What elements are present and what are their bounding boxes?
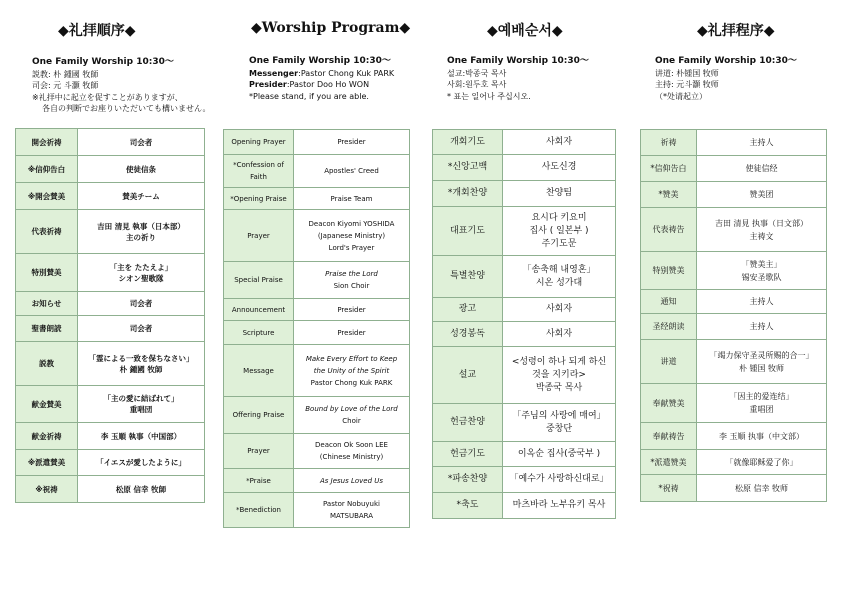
program-item-detail: [503, 322, 616, 347]
program-row: [224, 155, 410, 188]
detail-line: 司会者: [129, 299, 153, 308]
program-item-detail: [78, 450, 205, 476]
program-item-detail: [294, 493, 410, 528]
program-row: [16, 316, 205, 342]
detail-line: 使徒信条: [126, 164, 156, 174]
program-item-label: ※祝祷: [16, 476, 78, 503]
detail-line: 사회자: [545, 328, 573, 339]
program-item-detail: [294, 210, 410, 262]
program-item-label: *信仰告白: [641, 156, 697, 182]
title-japanese: ◆礼拝順序◆: [58, 23, 136, 39]
detail-line: 박종국 목사: [535, 382, 583, 393]
program-item-detail: [697, 130, 827, 156]
detail-line: 「主を たたえよ」: [109, 262, 173, 272]
program-item-label: Scripture: [224, 321, 294, 345]
program-item-label: *파송찬양: [433, 467, 503, 493]
program-row: [224, 397, 410, 434]
program-item-label: Prayer: [224, 210, 294, 262]
detail-line: 吉田 清見 執事（日本部）: [97, 221, 185, 231]
program-item-detail: [78, 183, 205, 210]
program-item-detail: [503, 442, 616, 467]
detail-line: 「赞美主」: [741, 259, 782, 269]
program-row: [433, 347, 616, 404]
program-item-label: *Confession of Faith: [224, 155, 294, 188]
detail-line: 「霊による一致を保ちなさい」: [88, 353, 194, 363]
program-row: [224, 130, 410, 155]
program-item-detail: [294, 262, 410, 299]
detail-line: 요시다 키요미: [531, 212, 587, 223]
program-item-label: 개회기도: [433, 130, 503, 155]
program-item-detail: [697, 423, 827, 450]
preacher-line: 説教: 朴 鍾國 牧師: [32, 69, 99, 79]
program-row: [641, 340, 827, 384]
program-row: [641, 156, 827, 182]
program-item-label: 圣经朗读: [641, 314, 697, 340]
program-row: [224, 299, 410, 321]
detail-line: 주기도문: [541, 238, 577, 249]
detail-line: 主祷文: [749, 231, 774, 241]
program-row: [641, 252, 827, 290]
program-item-label: *Benediction: [224, 493, 294, 528]
program-item-label: 開会祈祷: [16, 129, 78, 156]
detail-line: Make Every Effort to Keep: [305, 354, 398, 363]
program-row: [433, 130, 616, 155]
program-item-detail: [697, 156, 827, 182]
program-item-detail: [78, 156, 205, 183]
detail-line: 賛美チーム: [122, 191, 160, 201]
program-item-label: 奉献赞美: [641, 384, 697, 423]
detail-line: <성령이 하나 되게 하신: [511, 356, 607, 367]
detail-line: 이옥순 집사(중국부 ): [517, 448, 601, 459]
program-item-label: 광고: [433, 298, 503, 322]
program-row: [224, 321, 410, 345]
detail-line: Apostles' Creed: [324, 167, 379, 175]
detail-line: 「주님의 사랑에 매여」: [512, 410, 606, 421]
program-item-detail: [294, 397, 410, 434]
preacher-line: 설교:박종국 목사: [447, 68, 507, 78]
program-item-label: Message: [224, 345, 294, 397]
detail-line: Lord's Prayer: [328, 243, 375, 252]
program-item-detail: [78, 292, 205, 316]
program-item-label: 代表祈祷: [16, 210, 78, 254]
program-row: [641, 314, 827, 340]
detail-line: 「송축해 내영혼」: [522, 264, 596, 275]
program-table-english: [223, 129, 410, 528]
program-item-label: 대표기도: [433, 207, 503, 256]
detail-line: Sion Choir: [333, 282, 370, 290]
program-item-detail: [697, 450, 827, 475]
detail-line: Choir: [342, 417, 361, 425]
program-row: [433, 256, 616, 298]
detail-line: Presider: [337, 305, 366, 314]
program-item-label: 聖書朗読: [16, 316, 78, 342]
program-row: [641, 384, 827, 423]
program-item-label: *祝祷: [641, 475, 697, 502]
program-item-label: *派遣赞美: [641, 450, 697, 475]
program-row: [433, 467, 616, 493]
header-japanese: [32, 57, 210, 115]
program-row: [16, 476, 205, 503]
program-row: [641, 208, 827, 252]
program-row: [433, 207, 616, 256]
program-item-label: ※開会賛美: [16, 183, 78, 210]
program-item-detail: [294, 130, 410, 155]
program-row: [224, 262, 410, 299]
program-item-detail: [697, 182, 827, 208]
program-row: [16, 423, 205, 450]
program-item-label: 헌금찬양: [433, 404, 503, 442]
program-item-detail: [503, 207, 616, 256]
program-item-detail: [503, 347, 616, 404]
program-item-detail: [294, 155, 410, 188]
program-table-chinese: [640, 129, 827, 502]
presider-line: Presider:Pastor Doo Ho WON: [249, 80, 370, 89]
program-item-detail: [697, 384, 827, 423]
detail-line: 「竭力保守圣灵所赐的合一」: [709, 350, 814, 360]
program-row: [224, 469, 410, 493]
program-item-label: 特別賛美: [16, 254, 78, 292]
program-row: [16, 342, 205, 386]
program-item-label: Special Praise: [224, 262, 294, 299]
program-item-detail: [503, 155, 616, 181]
program-item-detail: [78, 210, 205, 254]
detail-line: 집사 ( 일본부 ): [529, 225, 589, 236]
detail-line: 「因主的爱连结」: [729, 392, 794, 401]
program-item-label: *赞美: [641, 182, 697, 208]
program-row: [16, 450, 205, 476]
program-row: [433, 181, 616, 207]
detail-line: 主持人: [749, 322, 774, 331]
program-row: [641, 130, 827, 156]
program-item-label: 献金賛美: [16, 386, 78, 423]
program-item-detail: [503, 404, 616, 442]
detail-line: 使徒信经: [745, 164, 778, 173]
presider-line: 사회:원두호 목사: [447, 80, 507, 89]
program-row: [224, 434, 410, 469]
program-item-detail: [503, 298, 616, 322]
program-item-label: Announcement: [224, 299, 294, 321]
detail-line: 司会者: [129, 324, 153, 333]
program-row: [641, 290, 827, 314]
program-row: [16, 210, 205, 254]
detail-line: 吉田 清見 执事（日文部）: [714, 218, 809, 228]
presider-line: 司会: 元 斗灝 牧師: [32, 81, 99, 90]
program-item-detail: [503, 130, 616, 155]
program-item-detail: [294, 469, 410, 493]
program-item-label: *축도: [433, 493, 503, 519]
program-row: [224, 493, 410, 528]
program-item-detail: [78, 254, 205, 292]
preacher-line: 讲道: 朴锺国 牧师: [655, 68, 719, 78]
program-item-detail: [294, 188, 410, 210]
detail-line: 李 玉順 执事（中文部）: [718, 431, 805, 441]
program-item-detail: [78, 316, 205, 342]
program-item-label: 代表祷告: [641, 208, 697, 252]
program-item-label: 通知: [641, 290, 697, 314]
program-row: [641, 450, 827, 475]
detail-line: Presider: [337, 138, 366, 146]
detail-line: 사회자: [545, 304, 573, 314]
detail-line: (Chinese Ministry): [319, 453, 384, 461]
detail-line: 「예수가 사랑하신대로」: [509, 474, 609, 484]
program-table-japanese: [15, 128, 205, 503]
standing-note-2: 各自の判断でお座りいただいても構いません。: [42, 104, 211, 113]
program-item-detail: [78, 129, 205, 156]
program-item-detail: [503, 181, 616, 207]
program-item-label: 특별찬양: [433, 256, 503, 298]
detail-line: 「就像耶稣爱了你」: [725, 457, 798, 467]
detail-line: MATSUBARA: [329, 512, 374, 520]
program-item-label: 헌금기도: [433, 442, 503, 467]
program-row: [16, 254, 205, 292]
detail-line: 마츠바라 노부유키 목사: [512, 500, 606, 510]
program-row: [433, 493, 616, 519]
standing-note: *Please stand, if you are able.: [249, 91, 369, 101]
program-item-label: 설교: [433, 347, 503, 404]
program-item-detail: [697, 290, 827, 314]
program-item-label: 特别赞美: [641, 252, 697, 290]
program-item-label: 献金祈祷: [16, 423, 78, 450]
program-item-detail: [294, 434, 410, 469]
program-row: [16, 156, 205, 183]
detail-line: 「主の愛に結ばれて」: [103, 394, 179, 403]
program-item-detail: [294, 321, 410, 345]
standing-note: （*处请起立）: [655, 91, 707, 101]
program-item-detail: [294, 299, 410, 321]
program-item-detail: [294, 345, 410, 397]
standing-note: ※礼拝中に起立を促すことがありますが、: [32, 92, 183, 102]
detail-line: 찬양팀: [545, 188, 573, 198]
detail-line: 중창단: [545, 423, 573, 434]
program-item-label: 讲道: [641, 340, 697, 384]
program-item-detail: [503, 467, 616, 493]
program-row: [224, 345, 410, 397]
detail-line: Deacon Kiyomi YOSHIDA: [308, 219, 395, 228]
detail-line: Bound by Love of the Lord: [305, 405, 398, 413]
header-korean: [447, 56, 589, 102]
program-item-detail: [78, 423, 205, 450]
program-item-detail: [697, 314, 827, 340]
detail-line: 사회자: [545, 136, 573, 147]
program-item-detail: [503, 256, 616, 298]
program-row: [433, 322, 616, 347]
program-item-detail: [697, 208, 827, 252]
detail-line: (Japanese Ministry): [317, 231, 386, 240]
program-item-label: Opening Prayer: [224, 130, 294, 155]
program-row: [224, 210, 410, 262]
detail-line: 사도신경: [541, 162, 577, 172]
program-row: [224, 188, 410, 210]
program-item-label: *Praise: [224, 469, 294, 493]
program-item-label: *개회찬양: [433, 181, 503, 207]
program-row: [641, 423, 827, 450]
detail-line: 松原 信幸 牧師: [115, 484, 167, 494]
program-row: [433, 404, 616, 442]
title-english: ◆Worship Program◆: [251, 20, 411, 36]
detail-line: 司会者: [129, 137, 153, 147]
title-korean: ◆예배순서◆: [487, 23, 563, 39]
presider-line: 主持: 元斗灝 牧师: [655, 80, 719, 89]
service-time: One Family Worship 10:30〜: [249, 56, 391, 66]
messenger-line: Messenger:Pastor Chong Kuk PARK: [249, 68, 395, 78]
detail-line: 赞美团: [749, 190, 774, 199]
detail-line: 李 玉順 執事（中国部）: [100, 431, 182, 441]
detail-line: the Unity of the Spirit: [313, 366, 390, 375]
detail-line: シオン聖歌隊: [118, 273, 164, 283]
program-item-detail: [697, 475, 827, 502]
program-row: [16, 386, 205, 423]
detail-line: 重唱团: [749, 405, 774, 414]
detail-line: 것을 지키라>: [532, 369, 586, 380]
detail-line: 主持人: [749, 297, 774, 306]
program-item-label: Offering Praise: [224, 397, 294, 434]
program-row: [433, 298, 616, 322]
detail-line: Deacon Ok Soon LEE: [315, 441, 388, 449]
program-item-label: Prayer: [224, 434, 294, 469]
detail-line: Pastor Chong Kuk PARK: [310, 378, 393, 387]
detail-line: 锡安圣歌队: [741, 272, 782, 282]
program-item-label: 説教: [16, 342, 78, 386]
program-item-label: *Opening Praise: [224, 188, 294, 210]
detail-line: 시온 성가대: [535, 277, 583, 288]
standing-note: * 표는 일어나 주십시오.: [447, 91, 531, 101]
title-chinese: ◆礼拝程序◆: [697, 23, 775, 39]
program-table-korean: [432, 129, 616, 519]
program-item-label: ※派遣賛美: [16, 450, 78, 476]
program-item-detail: [78, 342, 205, 386]
program-row: [641, 475, 827, 502]
program-row: [16, 183, 205, 210]
program-row: [641, 182, 827, 208]
detail-line: 重唱団: [129, 405, 153, 414]
program-item-label: ※信仰告白: [16, 156, 78, 183]
service-time: One Family Worship 10:30〜: [447, 56, 589, 66]
program-row: [16, 292, 205, 316]
service-time: One Family Worship 10:30〜: [655, 56, 797, 66]
detail-line: 松原 信幸 牧师: [734, 483, 789, 493]
detail-line: 朴 鍾國 牧師: [119, 364, 163, 374]
detail-line: As Jesus Loved Us: [319, 476, 384, 485]
service-time: One Family Worship 10:30〜: [32, 57, 174, 67]
program-item-label: *신앙고백: [433, 155, 503, 181]
header-english: [249, 56, 394, 102]
program-row: [433, 442, 616, 467]
detail-line: Praise the Lord: [325, 270, 378, 278]
detail-line: Pastor Nobuyuki: [323, 500, 380, 508]
program-row: [16, 129, 205, 156]
detail-line: 朴 锺国 牧师: [738, 363, 785, 373]
program-item-label: 祈祷: [641, 130, 697, 156]
program-item-detail: [697, 340, 827, 384]
program-item-detail: [78, 386, 205, 423]
program-item-detail: [503, 493, 616, 519]
detail-line: 「イエスが愛したように」: [96, 458, 186, 467]
detail-line: Presider: [337, 328, 366, 337]
program-item-detail: [78, 476, 205, 503]
program-item-label: 奉献祷告: [641, 423, 697, 450]
header-chinese: [655, 56, 797, 102]
detail-line: 主持人: [749, 138, 774, 147]
detail-line: Praise Team: [330, 194, 373, 203]
program-item-detail: [697, 252, 827, 290]
program-item-label: お知らせ: [16, 292, 78, 316]
detail-line: 主の祈り: [126, 232, 156, 242]
program-row: [433, 155, 616, 181]
program-item-label: 성경봉독: [433, 322, 503, 347]
